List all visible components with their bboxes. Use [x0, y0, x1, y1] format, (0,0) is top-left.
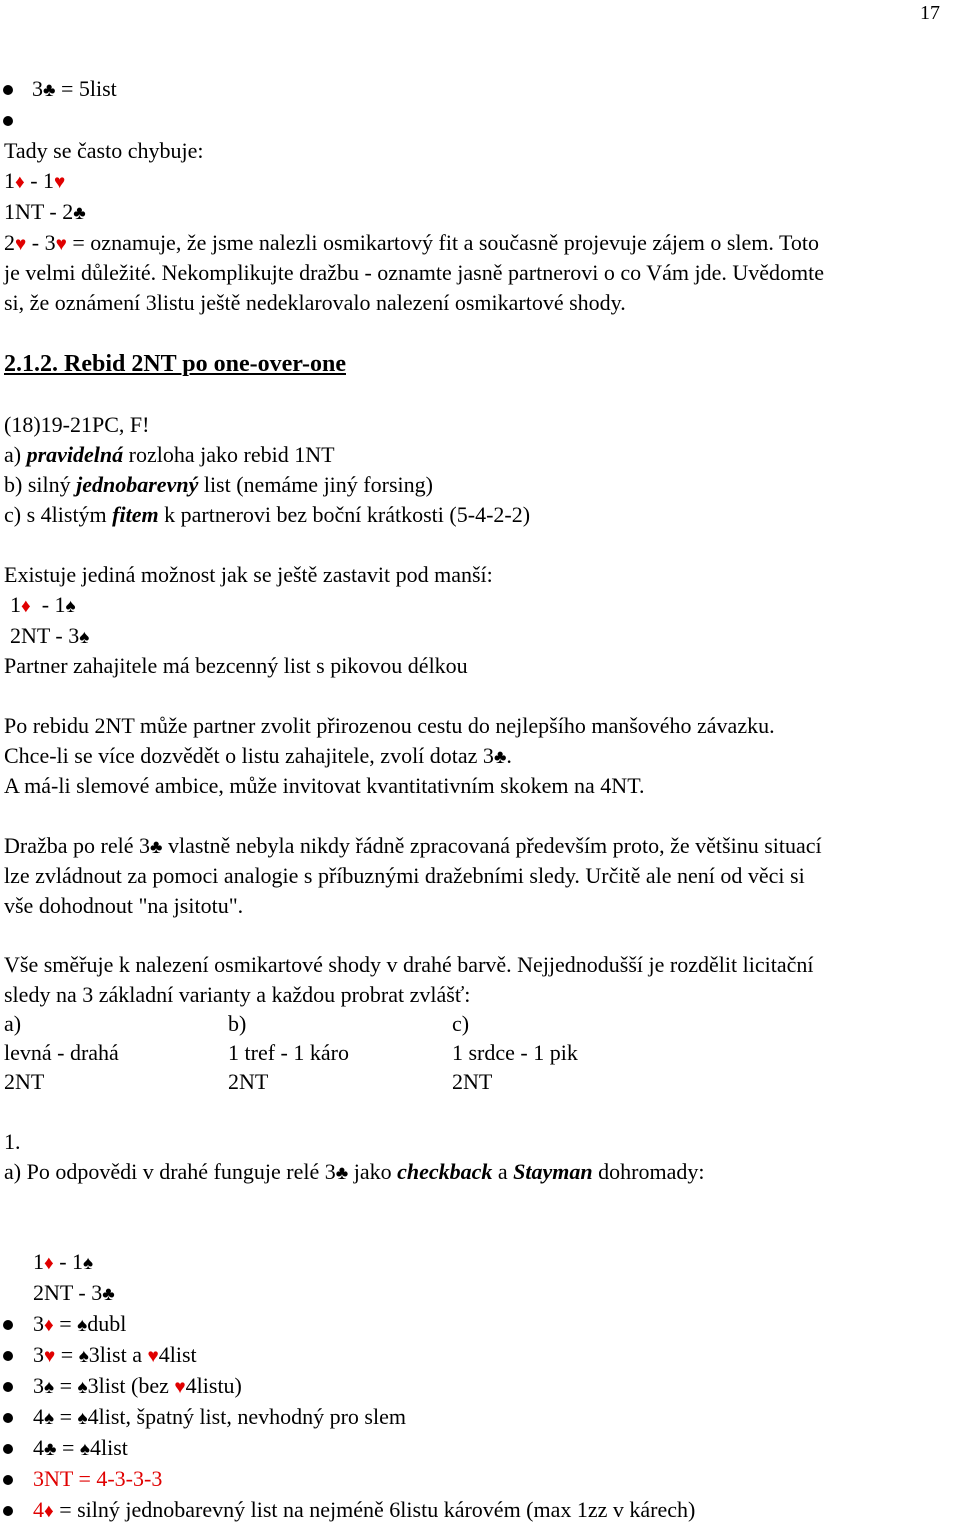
paragraph-line: Existuje jediná možnost jak se ještě zastavit pod manší: — [4, 562, 493, 587]
paragraph-line: si, že oznámení 3listu ještě nedeklarovalo nalezení osmikartové shody. — [4, 290, 626, 315]
paragraph-line: Dražba po relé 3♣ vlastně nebyla nikdy řádně zpracovaná především proto, že většinu situací — [4, 833, 822, 858]
heart-icon: ♥ — [54, 172, 66, 193]
bullet-icon — [3, 1413, 13, 1423]
club-icon: ♣ — [149, 837, 163, 858]
bid-sequence: 2NT - 3♠ — [10, 623, 90, 648]
club-icon: ♣ — [73, 203, 86, 224]
heart-icon: ♥ — [44, 1346, 56, 1367]
spade-icon: ♠ — [65, 596, 76, 617]
bullet-icon — [3, 1351, 13, 1361]
bid-sequence: 1NT - 2♣ — [4, 199, 86, 224]
spade-icon: ♠ — [77, 1408, 88, 1429]
bullet-icon — [3, 1506, 13, 1516]
club-icon: ♣ — [102, 1284, 115, 1305]
spade-icon: ♠ — [44, 1408, 55, 1429]
paragraph-line: vše dohodnout "na jsitotu". — [4, 893, 244, 918]
section-heading: 2.1.2. Rebid 2NT po one-over-one — [4, 351, 346, 377]
list-item: 3♠ = ♠3list (bez ♥4listu) — [33, 1373, 242, 1398]
bid-sequence: 2♥ - 3♥ = oznamuje, že jsme nalezli osmikartový fit a současně projevuje zájem o slem. Toto — [4, 230, 820, 255]
bid-sequence: 1♦ - 1♥ — [4, 168, 66, 193]
bullet-icon — [3, 1320, 13, 1330]
variant-rebid: 2NT — [4, 1069, 45, 1094]
bullet-club-5list: 3♣ = 5list — [32, 76, 117, 101]
heart-icon: ♥ — [55, 234, 67, 255]
diamond-icon: ♦ — [44, 1253, 54, 1274]
bullet-icon — [3, 1382, 13, 1392]
paragraph-line: Vše směřuje k nalezení osmikartové shody v drahé barvě. Nejjednodušší je rozdělit licitační — [4, 952, 814, 977]
club-icon: ♣ — [493, 747, 507, 768]
bid-sequence: 1♦ - 1♠ — [10, 592, 76, 617]
bid-sequence: 1♦ - 1♠ — [33, 1249, 94, 1274]
bullet-icon — [3, 1444, 13, 1454]
spade-icon: ♠ — [77, 1315, 88, 1336]
heart-icon: ♥ — [147, 1346, 159, 1367]
club-icon: ♣ — [43, 80, 56, 101]
paragraph-line: A má-li slemové ambice, může invitovat kvantitativním skokem na 4NT. — [4, 773, 645, 798]
spade-icon: ♠ — [79, 1439, 90, 1460]
variant-rebid: 2NT — [228, 1069, 269, 1094]
diamond-icon: ♦ — [21, 596, 31, 617]
bid-sequence: 2NT - 3♣ — [33, 1280, 115, 1305]
spade-icon: ♠ — [79, 627, 90, 648]
club-icon: ♣ — [335, 1163, 349, 1184]
heart-icon: ♥ — [15, 234, 27, 255]
paragraph-line: a) Po odpovědi v drahé funguje relé 3♣ jako checkback a Stayman dohromady: — [4, 1159, 705, 1184]
spade-icon: ♠ — [83, 1253, 94, 1274]
spade-icon: ♠ — [78, 1346, 89, 1367]
list-item: 4♦ = silný jednobarevný list na nejméně 6listu károvém (max 1zz v kárech) — [33, 1497, 696, 1522]
bullet-icon — [3, 116, 13, 126]
variant-label: c) — [452, 1011, 470, 1036]
variant-sequence: levná - drahá — [4, 1040, 119, 1065]
club-icon: ♣ — [44, 1439, 57, 1460]
option-c: c) s 4listým fitem k partnerovi bez boční krátkosti (5-4-2-2) — [4, 502, 531, 527]
list-item: 3NT = 4-3-3-3 — [33, 1466, 163, 1491]
variant-rebid: 2NT — [452, 1069, 493, 1094]
list-item: 3♦ = ♠dubl — [33, 1311, 127, 1336]
paragraph-line: Partner zahajitele má bezcenný list s pikovou délkou — [4, 653, 468, 678]
bullet-icon — [3, 1475, 13, 1485]
list-item: 3♥ = ♠3list a ♥4list — [33, 1342, 197, 1367]
list-item: 4♣ = ♠4list — [33, 1435, 128, 1460]
variant-sequence: 1 tref - 1 káro — [228, 1040, 349, 1065]
paragraph-line: sledy na 3 základní varianty a každou probrat zvlášť: — [4, 982, 471, 1007]
variant-label: b) — [228, 1011, 247, 1036]
option-a: a) pravidelná rozloha jako rebid 1NT — [4, 442, 335, 467]
spade-icon: ♠ — [77, 1377, 88, 1398]
intro-line: Tady se často chybuje: — [4, 138, 204, 163]
diamond-icon: ♦ — [44, 1315, 54, 1336]
spade-icon: ♠ — [44, 1377, 55, 1398]
paragraph-line: je velmi důležité. Nekomplikujte dražbu - oznamte jasně partnerovi o co Vám jde. Uvědomte — [4, 260, 825, 285]
diamond-icon: ♦ — [44, 1501, 54, 1522]
variant-label: a) — [4, 1011, 22, 1036]
heart-icon: ♥ — [174, 1377, 186, 1398]
points-line: (18)19-21PC, F! — [4, 412, 150, 437]
paragraph-line: Po rebidu 2NT může partner zvolit přirozenou cestu do nejlepšího manšového závazku. — [4, 713, 775, 738]
bullet-icon — [3, 85, 13, 95]
option-b: b) silný jednobarevný list (nemáme jiný forsing) — [4, 472, 433, 497]
part-number: 1. — [4, 1129, 21, 1154]
list-item: 4♠ = ♠4list, špatný list, nevhodný pro slem — [33, 1404, 406, 1429]
diamond-icon: ♦ — [15, 172, 25, 193]
variant-sequence: 1 srdce - 1 pik — [452, 1040, 578, 1065]
paragraph-line: Chce-li se více dozvědět o listu zahajitele, zvolí dotaz 3♣. — [4, 743, 512, 768]
paragraph-line: lze zvládnout za pomoci analogie s příbuznými dražebními sledy. Určitě ale není od věci si — [4, 863, 805, 888]
page-number: 17 — [920, 2, 940, 24]
